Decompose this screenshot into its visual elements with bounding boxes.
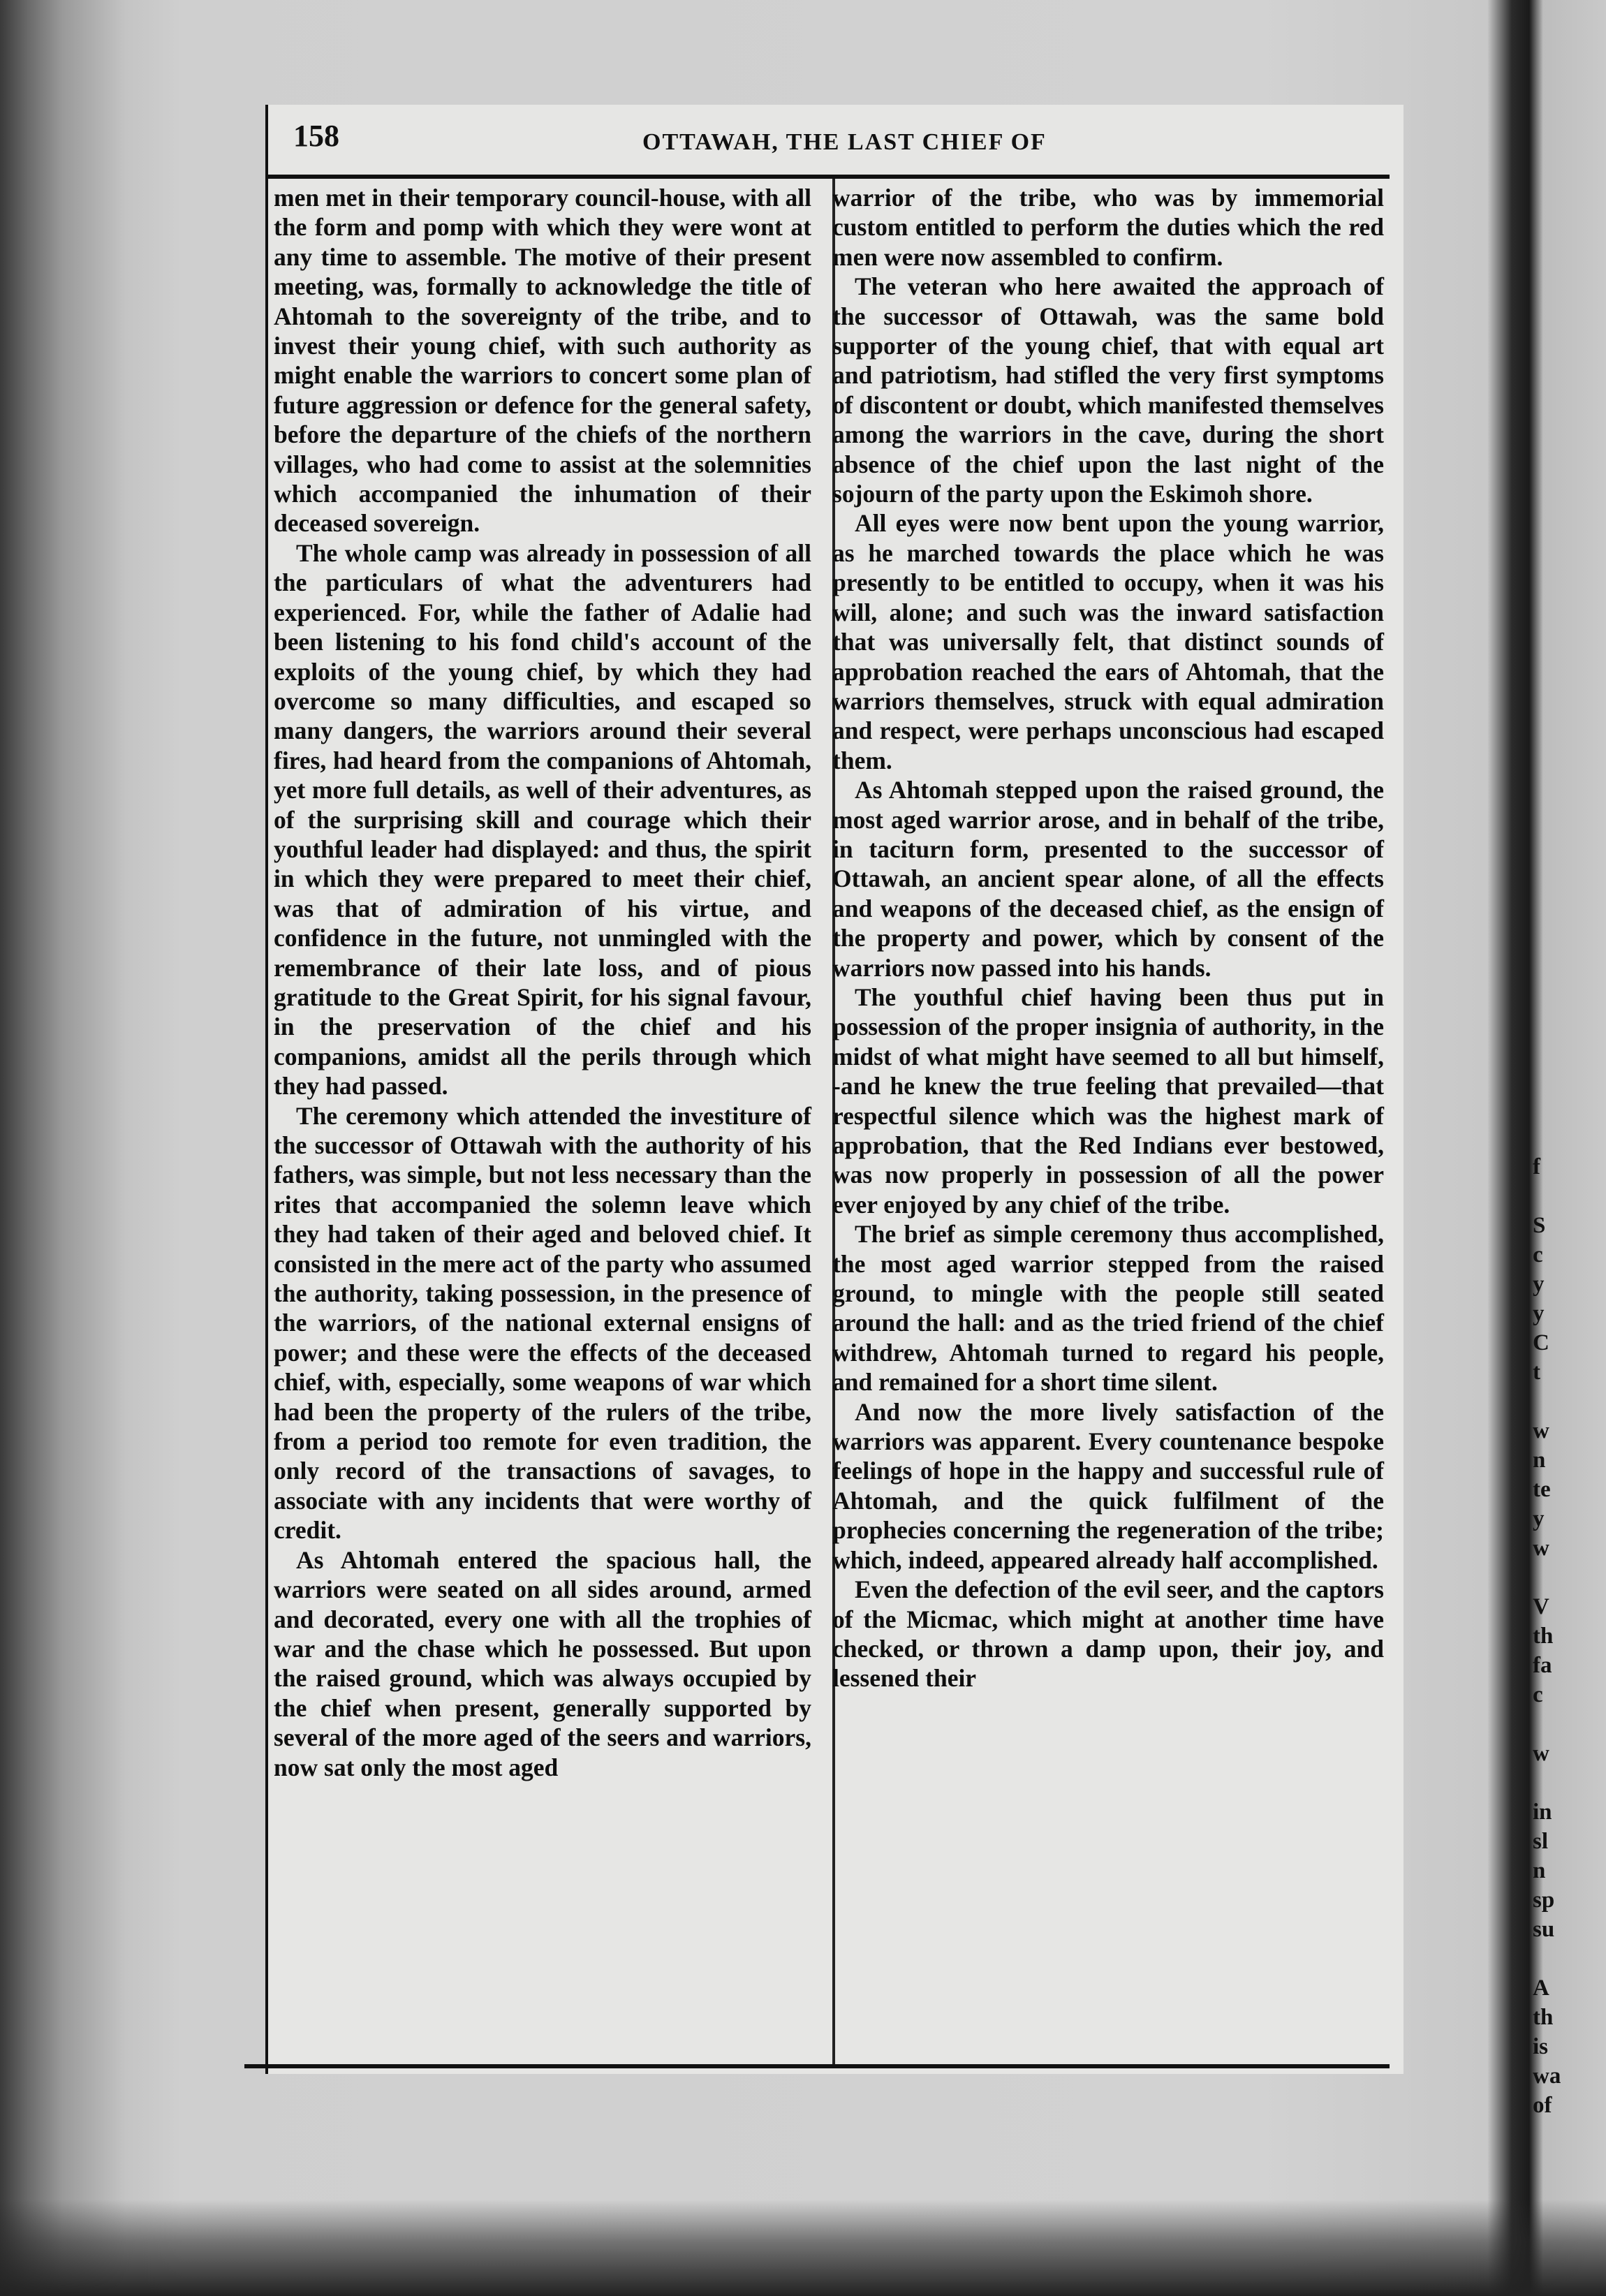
next-page-edge-text: f S c y y C t w n te y w V th fa c w in sl n sp su A th is wa of [1533,1154,1561,2118]
right-column-paragraph: The brief as simple ceremony thus accomplished, the most aged warrior stepped from the raised ground, to mingle with the people still seated around the hall: and as the tried friend of the chief withdrew, Ahtomah turned to regard his people, and remained for a short time silent. [832,1220,1384,1397]
left-column-paragraph: As Ahtomah entered the spacious hall, the warriors were seated on all sides around, armed and decorated, every one with all the trophies of war and the chase which he possessed. But upon the raised ground, which was always occupied by the chief when present, generally supported by several of the more aged of the seers and warriors, now sat only the most aged [274,1545,811,1781]
left-column-paragraph: The ceremony which attended the investiture of the successor of Ottawah with the authority of his fathers, was simple, but not less necessary than the rites that accompanied the solemn leave which they had taken of their aged and beloved chief. It consisted in the mere act of the party who assumed the authority, taking possession, in the presence of the warriors, of the national external ensigns of power; and these were the effects of the deceased chief, with, especially, some weapons of war which had been the property of the rulers of the tribe, from a period too remote for even tradition, the only record of the transactions of savages, to associate with any incidents that were worthy of credit. [274,1101,811,1545]
page-number: 158 [293,119,339,153]
right-column-paragraph: Even the defection of the evil seer, and the captors of the Micmac, which might at another time have checked, or thrown a damp upon, their joy, and lessened their [832,1575,1384,1693]
left-column-paragraph: The whole camp was already in possession of all the particulars of what the adventurers had experienced. For, while the father of Adalie had been listening to his fond child's account of the exploits of the young chief, by which they had overcome so many difficulties, and escaped so many dangers, the warriors around their several fires, had heard from the companions of Ahtomah, yet more full details, as well of their adventures, as of the surprising skill and courage which their youthful leader had displayed: and thus, the spirit in which they were prepared to meet their chief, was that of admiration of his virtue, and confidence in the future, not unmingled with the remembrance of their late loss, and of pious gratitude to the Great Spirit, for his signal favour, in the preservation of the chief and his companions, amidst all the perils through which they had passed. [274,538,811,1101]
left-column [274,183,811,1782]
left-column-paragraph: men met in their temporary council-house, with all the form and pomp with which they were wont at any time to assemble. The motive of their present meeting, was, formally to acknowledge the title of Ahtomah to the sovereignty of the tribe, and to invest their young chief, with such authority as might enable the warriors to concert some plan of future aggression or defence for the general safety, before the departure of the chiefs of the northern villages, who had come to assist at the solemnities which accompanied the inhumation of their deceased sovereign. [274,184,811,538]
right-column-paragraph: warrior of the tribe, who was by immemorial custom entitled to perform the duties which the red men were now assembled to confirm. [832,184,1384,271]
right-column-paragraph: As Ahtomah stepped upon the raised ground, the most aged warrior arose, and in behalf of the tribe, in taciturn form, presented to the successor of Ottawah, an ancient spear alone, of all the effects and weapons of the deceased chief, as the ensign of the property and power, which by consent of the warriors now passed into his hands. [832,776,1384,982]
running-head: OTTAWAH, THE LAST CHIEF OF [642,129,1047,155]
header-rule [265,175,1390,179]
right-column-paragraph: The youthful chief having been thus put in possession of the proper insignia of authority, in the midst of what might have seemed to all but himself, -and he knew the true feeling that prevailed—that respectful silence which was the highest mark of approbation, that the Red Indians ever bestowed, was now properly in possession of all the power ever enjoyed by any chief of the tribe. [832,983,1384,1219]
right-column-paragraph: The veteran who here awaited the approach of the successor of Ottawah, was the same bold supporter of the young chief, that with equal art and patriotism, had stifled the very first symptoms of discontent or doubt, which manifested themselves among the warriors in the cave, during the short absence of the chief upon the last night of the sojourn of the party upon the Eskimoh shore. [832,272,1384,508]
right-column [832,183,1384,1693]
footer-rule [244,2064,1390,2068]
right-column-paragraph: All eyes were now bent upon the young warrior, as he marched towards the place which he was presently to be entitled to occupy, when it was his will, alone; and such was the inward satisfaction that was universally felt, that distinct sounds of approbation reached the ears of Ahtomah, that the warriors themselves, struck with equal admiration and respect, were perhaps unconscious had escaped them. [832,509,1384,774]
page-header [265,115,1397,171]
scan-bottom-shadow [0,2200,1606,2296]
right-column-paragraph: And now the more lively satisfaction of the warriors was apparent. Every countenance bespoke feelings of hope in the happy and successful rule of Ahtomah, and the quick fulfilment of the prophecies concerning the regeneration of the tribe; which, indeed, appeared already half accomplished. [832,1397,1384,1574]
